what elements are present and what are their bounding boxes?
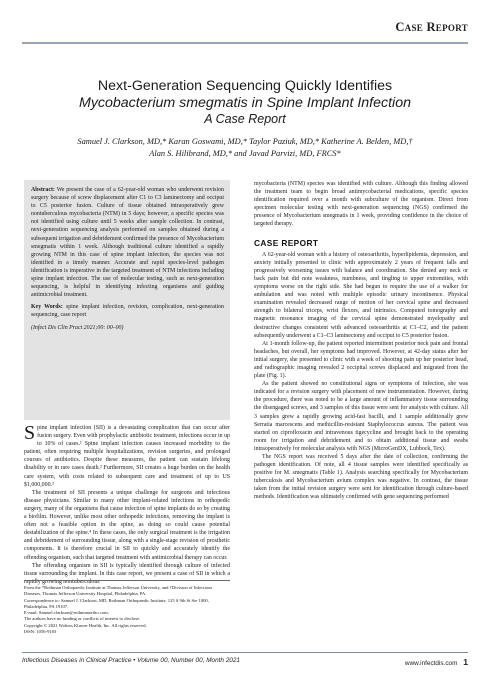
authors-line1: Samuel J. Clarkson, MD,* Karan Goswami, MD,* Taylor Paziuk, MD,* Katherine A. Belden, MD,† <box>77 137 413 146</box>
header-rule <box>22 42 468 44</box>
footer-right <box>405 657 468 667</box>
case-paragraph-4: The NGS report was received 5 days after the date of collection, confirming the pathogen identification. Of note, all 4 tissue samples were identified specifically as positive for M. smegmatis (Table 1). Analysis searching specifically for Mycobacterium tuberculosis and Mycobacterium avium complex was negative. In contrast, the tissue taken from the initial revision surgery were sent for identification through culture-based methods. Identification was ultimately confirmed with gene sequencing performed <box>254 454 468 501</box>
page-number: 1 <box>463 657 468 667</box>
case-paragraph-2: At 1-month follow-up, the patient reported intermittent posterior neck pain and frontal headaches, but overall, her symptoms had improved. However, at 42-day status after her initial surgery, she presented to clinic with a week of shooting pain up her posterior head, and radiographic imaging revealed 2 occipital screws displaced and migrated from the plate (Fig. 1). <box>254 340 468 380</box>
keywords <box>31 303 224 319</box>
right-column <box>254 180 468 502</box>
case-paragraph-3: As the patient showed no constitutional signs or symptoms of infection, she was indicated for a revision surgery with placement of new instrumentation. However, during the procedure, there was noted to be a large amount of inflammatory tissue surrounding the disengaged screws, and 3 samples of this tissue were sent for analysis with culture. All 3 samples grew a rapidly growing acid-fast bacilli, and 1 sample additionally grew Serratia marcescens and methicillin-resistant Staphylococcus aureus. The patient was started on ciprofloxacin and intravenous tigecycline and brought back to the operating room for irrigation and debridement and to obtain additional tissue and swabs intraoperatively for molecular analysis with NGS (MicroGenDX, Lubbock, Tex). <box>254 381 468 452</box>
citation: (Infect Dis Clin Pract 2021;00: 00–00) <box>31 324 124 331</box>
intro-p1-text: pine implant infection (SII) is a devastating complication that can occur after fusion surgery. Even with prophylactic antibiotic treatment, infections occur in up to 10% of cases.¹ Spine implant infection causes increased morbidity to the patient, often requiring multiple hospitalizations, revision surgeries, and prolonged courses of antibiotics. Despite these measures, the patient can sustain lifelong disability or in rare cases death.² Furthermore, SII creates a huge burden on the health care system, with costs related to subsequent care and treatment of up to US $1,000,000.³ <box>24 425 230 488</box>
title-block <box>22 78 468 159</box>
drop-cap: S <box>24 422 36 444</box>
footnotes <box>24 580 230 635</box>
journal-website[interactable]: www.infectdis.com <box>404 660 458 667</box>
intro-continued: mycobacteria (NTM) species was identified with culture. Although this finding allowed the treatment team to begin broad antimycobacterial medications, specific species identification required over a month with subculture of the organism. Direct from specimen molecular testing with next-generation sequencing (NGS) confirmed the presence of Mycobacterium smegmatis in 1 week, providing confidence in the choice of targeted therapy. <box>254 181 468 228</box>
abstract-body: We present the case of a 62-year-old woman who underwent revision surgery because of screw displacement after C1 to C3 laminectomy and occiput to C5 posterior fusion. Culture of tissue obtained intraoperatively grew nontuberculous mycobacteria (NTM) in 5 days; however, a specific species was not identified using culture until 5 weeks after sample collection. In contrast, next-generation sequencing analysis performed on samples obtained during a subsequent irrigation and debridement confirmed the presence of Mycobacterium smegmatis within 1 week. Although traditional culture identified a rapidly growing NTM in this case of spine implant infection, the species was not identified in a timely manner. Accurate and rapid species-level pathogen identification is imperative in the targeted treatment of NTM infections including spine implant infection. The use of molecular testing, such as next-generation sequencing, is helpful in identifying infecting organisms and guiding antimicrobial treatment. <box>31 187 224 299</box>
left-column <box>24 424 230 586</box>
case-paragraph-1: A 62-year-old woman with a history of osteoarthritis, hyperlipidemia, depression, and anxiety initially presented to clinic with approximately 2 years of frequent falls and progressively worsening issues with balance and coordination. She denied any neck or back pain but did note weakness, numbness, and tingling to upper extremities, with symptoms worse on the right side. She had begun to require the use of a walker for ambulation and was noted with multiple episodic urinary incontinence. Physical examination revealed decreased range of motion of her cervical spine and decreased strength to bilateral triceps, wrist flexors, and intrinsics. Computed tomography and magnetic resonance imaging of the cervical spine demonstrated myelopathy and destructive changes consistent with advanced osteoarthritis at C1–C2, and the patient subsequently underwent a C1–C3 laminectomy and occiput to C5 posterior fusion. <box>254 251 468 339</box>
journal-info: Infectious Diseases in Clinical Practice • Volume 00, Number 00, Month 2021 <box>22 657 240 664</box>
authors <box>22 136 468 159</box>
footer-rule <box>22 652 468 653</box>
intro-paragraph-1 <box>24 424 230 489</box>
footnote-email: E-mail: Samuel.clarkson@rothmanortho.com. <box>24 610 109 616</box>
keywords-label: Key Words: <box>31 304 63 311</box>
footnote-copyright: Copyright © 2021 Wolters Kluwer Health, Inc. All rights reserved. <box>24 622 147 628</box>
authors-line2: Alan S. Hilibrand, MD,* and Javad Parvizi, MD, FRCS* <box>149 148 341 158</box>
page-footer <box>22 656 468 668</box>
intro-paragraph-3: The offending organism in SII is typically identified through culture of infected tissue surrounding the implant. In this case report, we present a case of SII in which a rapidly growing nontuberculous <box>24 562 230 585</box>
intro-paragraph-2: The treatment of SII presents a unique challenge for surgeons and infectious disease physicians. Similar to many other implant-related infections in orthopedic surgery, many of the organisms that cause infection of spine implants do so by creating a biofilm. However, unlike most other orthopedic infections, removing the implant is often not a feasible option in the spine, as doing so could cause potential destabilization of the spine.⁴ In these cases, the only surgical treatment is the irrigation and debridement of surrounding tissue, along with a single-stage revision of prosthetic components. It is therefore crucial in SII to quickly and accurately identify the offending organism, such that targeted treatment with antimicrobial therapy can occur. <box>24 489 230 561</box>
abstract-box <box>24 180 230 420</box>
footnote-issn: ISSN: 1056-9103 <box>24 629 57 635</box>
article-title-line2: Mycobacterium smegmatis in Spine Implant Infection <box>79 95 411 111</box>
article-subtitle: A Case Report <box>204 112 286 126</box>
keywords-text: spine implant infection, revision, complication, next-generation sequencing, case report <box>31 304 224 319</box>
abstract-paragraph <box>31 186 224 299</box>
section-heading-case-report: CASE REPORT <box>254 237 319 248</box>
footnote-correspondence: Correspondence to: Samuel J. Clarkson, MD, Rothman Orthopaedic Institute, 125 S 9th St Ste 1000, Philadelphia, PA 19107. <box>24 597 209 609</box>
article-title-line1: Next-Generation Sequencing Quickly Identifies <box>97 78 393 94</box>
footnote-funding: The authors have no funding or conflicts of interest to disclose. <box>24 616 141 622</box>
section-label: Case Report <box>395 20 468 34</box>
abstract-label: Abstract: <box>31 187 55 193</box>
footnote-affiliations: From the *Rothman Orthopaedic Institute at Thomas Jefferson University, and †Division of Infectious Diseases, Thomas Jefferson University Hospital, Philadelphia, PA. <box>24 585 213 597</box>
running-header <box>22 16 468 44</box>
